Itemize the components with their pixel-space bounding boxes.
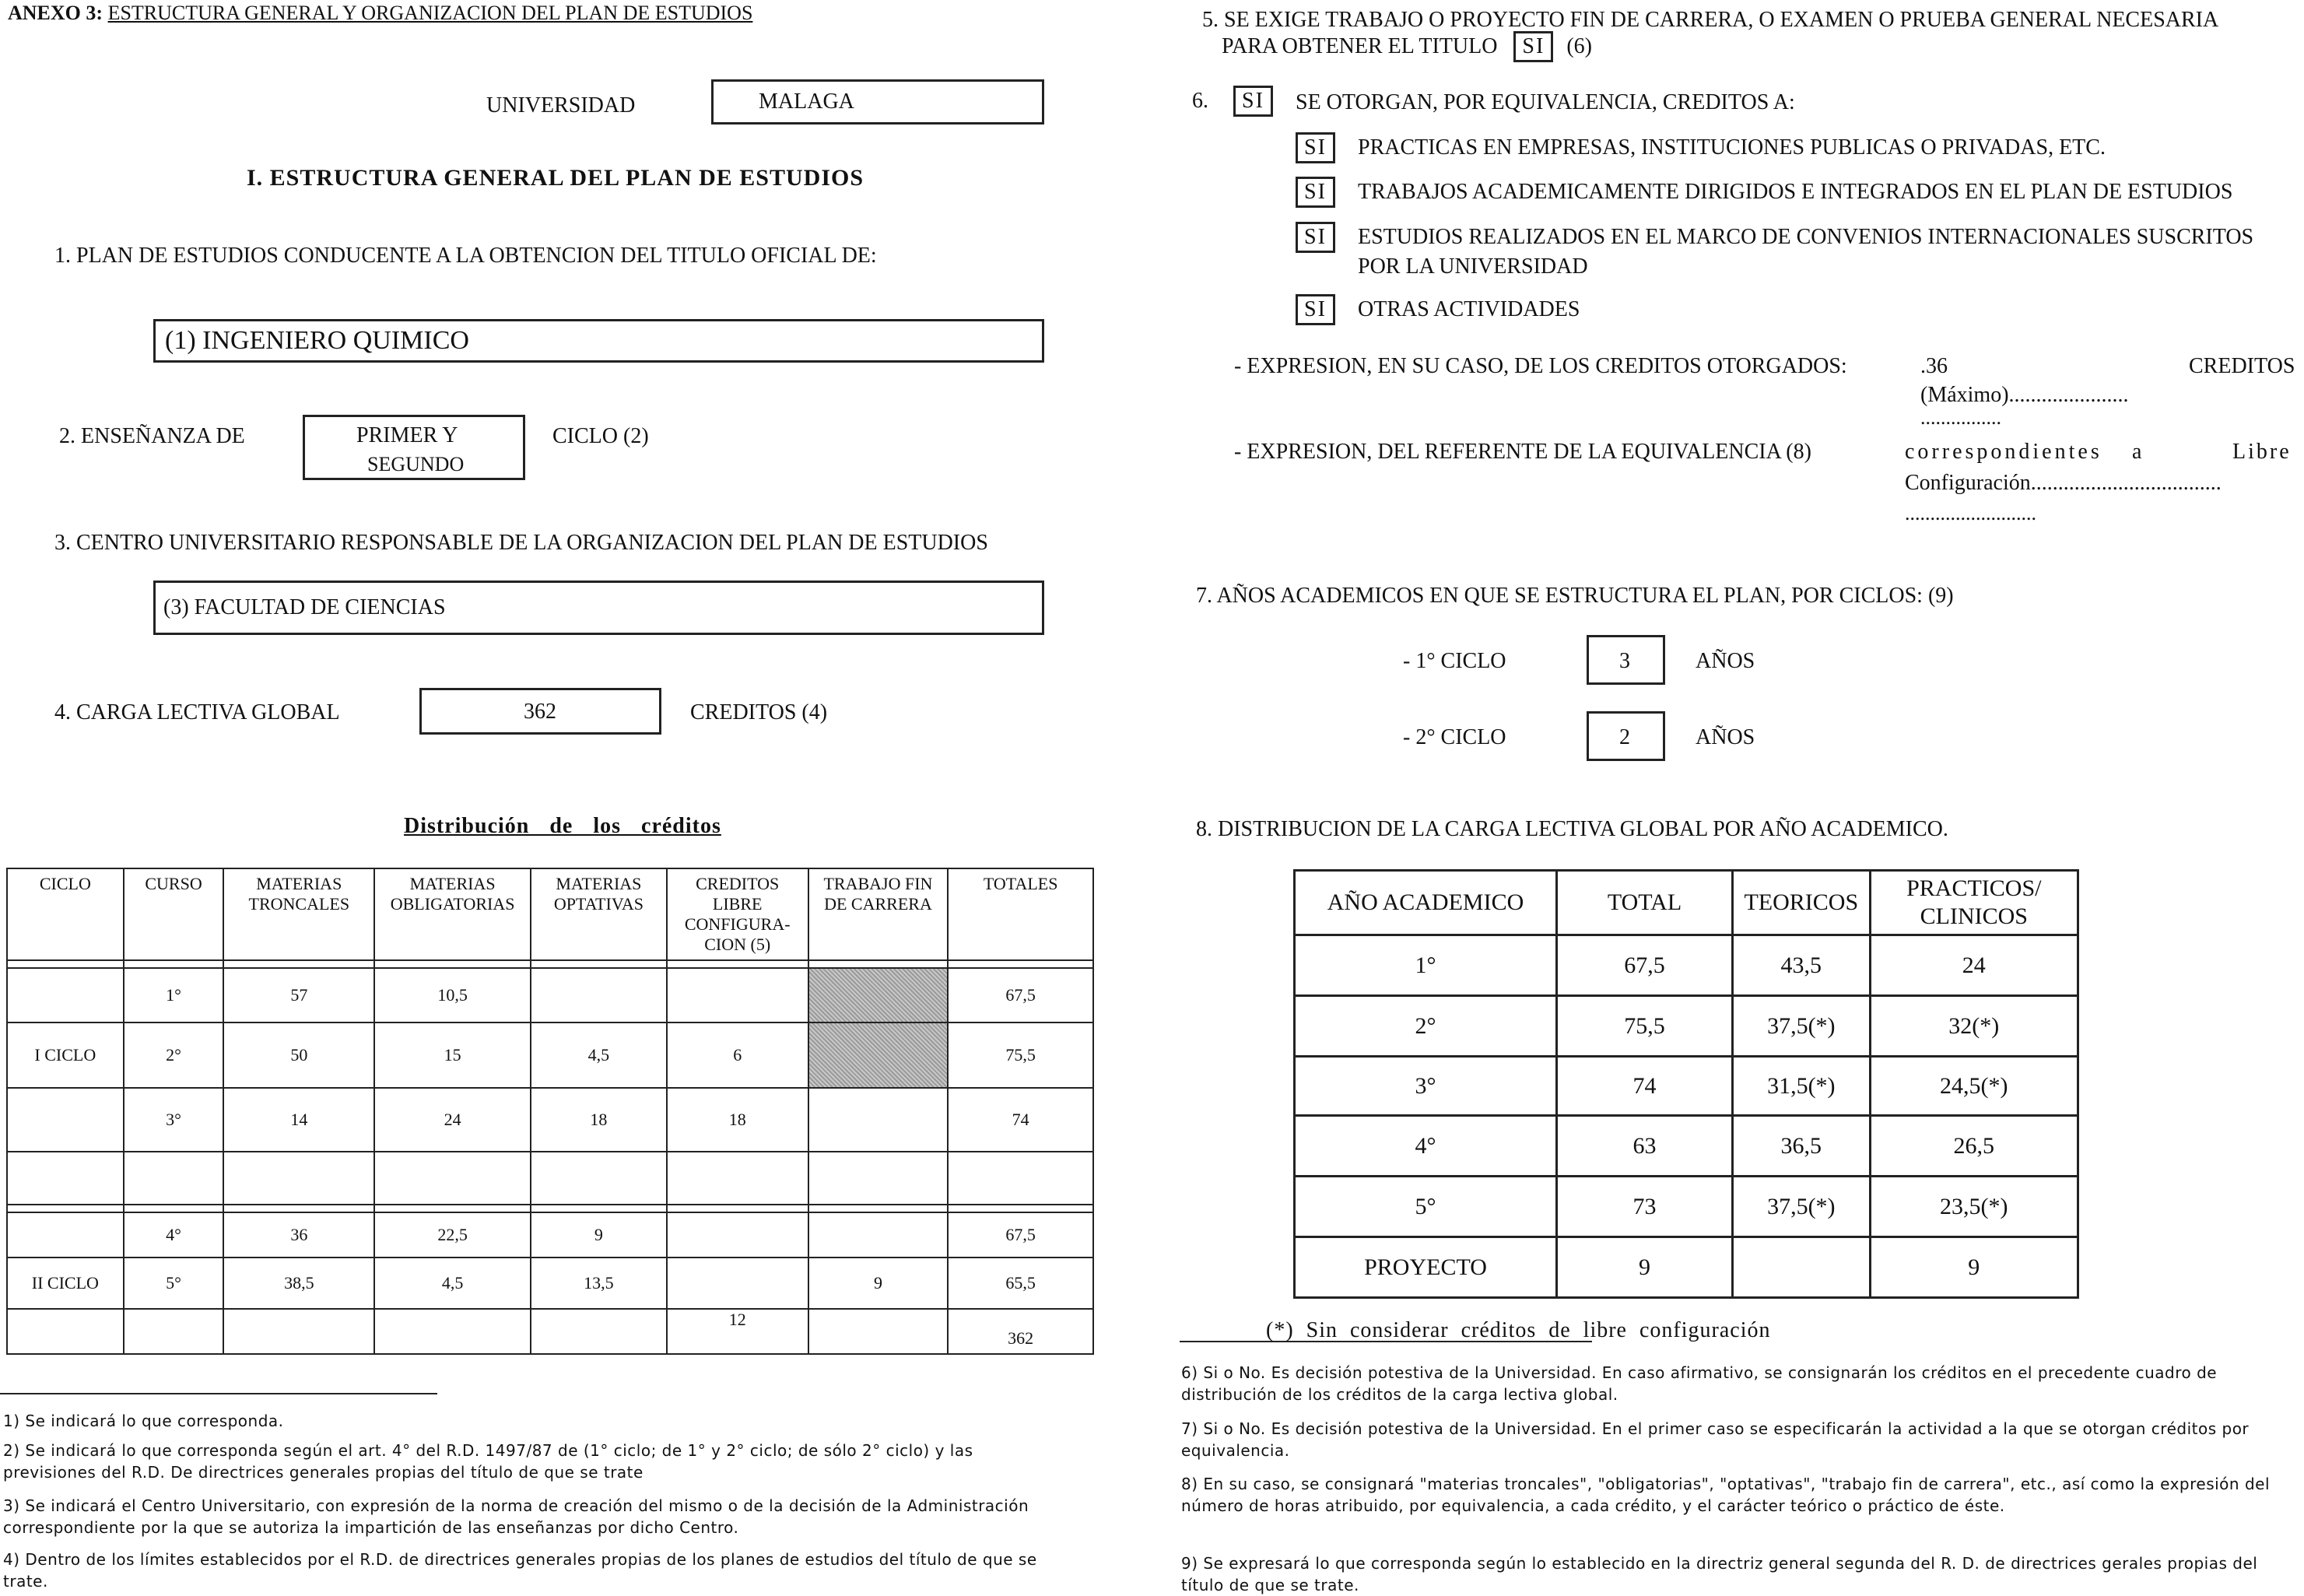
total-cell: 9 — [1557, 1237, 1733, 1298]
optativas-cell: 13,5 — [531, 1258, 667, 1309]
item5-note: (6) — [1566, 34, 1592, 58]
curso-cell: 2° — [124, 1022, 224, 1088]
university-field — [711, 79, 1044, 125]
year-cell: 2° — [1295, 996, 1557, 1057]
grand-total-cell: 362 — [948, 1309, 1093, 1354]
practicos-cell: 32(*) — [1870, 996, 2078, 1057]
obligatorias-cell: 22,5 — [374, 1212, 531, 1258]
table-row — [1295, 1177, 2078, 1237]
cycle2-label: - 2° CICLO — [1403, 725, 1506, 749]
table-row — [7, 1022, 1093, 1088]
item2-suffix: CICLO (2) — [552, 424, 649, 448]
cycle1-years-value: 3 — [1619, 649, 1630, 673]
troncales-cell: 50 — [223, 1022, 374, 1088]
footnote-2: 2) Se indicará lo que corresponda según el art. 4° del R.D. 1497/87 de (1° ciclo; de 1° y 2° ciclo; de sólo 2° ciclo) y las previsiones del R.D. De directrices generales propias del título de que se trate — [3, 1441, 973, 1482]
table-row — [7, 968, 1093, 1022]
col-header-practicos: PRACTICOS/ CLINICOS — [1870, 871, 2078, 935]
col-header-obligatorias: MATERIAS OBLIGATORIAS — [374, 868, 531, 960]
center-field — [153, 581, 1044, 635]
troncales-cell: 36 — [223, 1212, 374, 1258]
total-cell: 75,5 — [948, 1022, 1093, 1088]
annex-heading — [8, 2, 752, 25]
trabajo-cell-shaded — [808, 1022, 949, 1088]
spacer-row — [7, 1205, 1093, 1212]
item5-label: PARA OBTENER EL TITULO — [1222, 34, 1498, 58]
option4-si-box: SI — [1296, 294, 1335, 325]
cycle1-label: I CICLO — [7, 1022, 124, 1088]
item6-number: 6. — [1192, 89, 1208, 113]
table-row — [7, 1088, 1093, 1152]
item8-label: 8. DISTRIBUCION DE LA CARGA LECTIVA GLOBAL POR AÑO ACADEMICO. — [1196, 817, 1948, 841]
col-header-libre-configuracion: CREDITOS LIBRE CONFIGURA- CION (5) — [667, 868, 808, 960]
optativas-cell: 4,5 — [531, 1022, 667, 1088]
item4-suffix: CREDITOS (4) — [690, 700, 828, 724]
troncales-cell: 14 — [223, 1088, 374, 1152]
teoricos-cell: 36,5 — [1733, 1116, 1871, 1177]
practicos-cell: 23,5(*) — [1870, 1177, 2078, 1237]
cycle1-years-box — [1587, 635, 1665, 685]
option2-si-box: SI — [1296, 177, 1335, 208]
option2-label: TRABAJOS ACADEMICAMENTE DIRIGIDOS E INTEGRADOS EN EL PLAN DE ESTUDIOS — [1358, 180, 2233, 204]
total-cell: 74 — [1557, 1057, 1733, 1116]
expression1-value: .36 — [1920, 354, 1948, 378]
teoricos-cell: 43,5 — [1733, 935, 1871, 996]
troncales-cell: 38,5 — [223, 1258, 374, 1309]
teaching-value-line1: PRIMER Y — [356, 423, 458, 447]
libre-cell — [667, 1258, 808, 1309]
teoricos-cell — [1733, 1237, 1871, 1298]
yearly-load-table — [1293, 869, 2079, 1299]
teaching-cycle-field — [303, 415, 525, 480]
curso-cell: 3° — [124, 1088, 224, 1152]
practicos-cell: 26,5 — [1870, 1116, 2078, 1177]
item2-label: 2. ENSEÑANZA DE — [59, 424, 245, 448]
annex-title: ESTRUCTURA GENERAL Y ORGANIZACION DEL PLAN DE ESTUDIOS — [107, 2, 753, 24]
table-row — [1295, 996, 2078, 1057]
cycle2-label: II CICLO — [7, 1258, 124, 1309]
teoricos-cell: 37,5(*) — [1733, 1177, 1871, 1237]
libre-cell: 18 — [667, 1088, 808, 1152]
obligatorias-cell: 10,5 — [374, 968, 531, 1022]
total-cell: 67,5 — [948, 1212, 1093, 1258]
cycle1-label: - 1° CICLO — [1403, 649, 1506, 673]
curso-cell: 1° — [124, 968, 224, 1022]
libre-cell — [667, 968, 808, 1022]
item5-line2 — [1222, 31, 1592, 62]
year-cell: 1° — [1295, 935, 1557, 996]
item3-label: 3. CENTRO UNIVERSITARIO RESPONSABLE DE LA ORGANIZACION DEL PLAN DE ESTUDIOS — [54, 531, 988, 555]
optativas-cell: 9 — [531, 1212, 667, 1258]
trabajo-cell — [808, 1212, 949, 1258]
total-cell: 67,5 — [1557, 935, 1733, 996]
item1-label: 1. PLAN DE ESTUDIOS CONDUCENTE A LA OBTENCION DEL TITULO OFICIAL DE: — [54, 244, 877, 268]
col-header-ciclo: CICLO — [7, 868, 124, 960]
total-cell: 63 — [1557, 1116, 1733, 1177]
practicos-cell: 24,5(*) — [1870, 1057, 2078, 1116]
footnote-7: 7) Si o No. Es decisión potestiva de la Universidad. En el primer caso se especificarán la actividad a la que se otorgan créditos por equivalencia. — [1181, 1419, 2250, 1460]
expression2-word1: correspondientes — [1905, 440, 2102, 464]
credits-field — [419, 688, 661, 735]
cycle1-unit: AÑOS — [1696, 649, 1755, 673]
footnote-3: 3) Se indicará el Centro Universitario, con expresión de la norma de creación del mismo o de la decisión de la Administración correspondiente por la que se autoriza la impartición de las enseñanzas por dicho Centro. — [3, 1496, 1029, 1537]
obligatorias-cell: 4,5 — [374, 1258, 531, 1309]
optativas-cell: 18 — [531, 1088, 667, 1152]
expression1-unit: CREDITOS — [2189, 354, 2295, 378]
practicos-cell: 24 — [1870, 935, 2078, 996]
col-header-year: AÑO ACADEMICO — [1295, 871, 1557, 935]
expression1-line2: (Máximo)...................... — [1920, 383, 2129, 407]
table-row — [1295, 935, 2078, 996]
col-header-troncales: MATERIAS TRONCALES — [223, 868, 374, 960]
option1-si-box: SI — [1296, 132, 1335, 163]
total-cell: 74 — [948, 1088, 1093, 1152]
curso-cell: 4° — [124, 1212, 224, 1258]
option3-si-box: SI — [1296, 222, 1335, 253]
practicos-cell: 9 — [1870, 1237, 2078, 1298]
col-header-optativas: MATERIAS OPTATIVAS — [531, 868, 667, 960]
item6-si-box: SI — [1233, 86, 1273, 117]
table-row — [1295, 1057, 2078, 1116]
year-cell: 3° — [1295, 1057, 1557, 1116]
expression1-line3: ................ — [1920, 406, 2001, 429]
distribution-title: Distribución de los créditos — [404, 814, 721, 838]
col-header-curso: CURSO — [124, 868, 224, 960]
obligatorias-cell: 24 — [374, 1088, 531, 1152]
university-label: UNIVERSIDAD — [486, 93, 636, 118]
teoricos-cell: 37,5(*) — [1733, 996, 1871, 1057]
year-table-header — [1295, 871, 2078, 935]
trabajo-cell-shaded — [808, 968, 949, 1022]
curso-cell: 5° — [124, 1258, 224, 1309]
cycle2-years-value: 2 — [1619, 725, 1630, 749]
section-title: I. ESTRUCTURA GENERAL DEL PLAN DE ESTUDIOS — [247, 165, 864, 191]
year-cell: PROYECTO — [1295, 1237, 1557, 1298]
table-row — [7, 1258, 1093, 1309]
total-cell: 75,5 — [1557, 996, 1733, 1057]
teoricos-cell: 31,5(*) — [1733, 1057, 1871, 1116]
total-cell: 67,5 — [948, 968, 1093, 1022]
col-header-trabajo-fin: TRABAJO FIN DE CARRERA — [808, 868, 949, 960]
libre-cell — [667, 1212, 808, 1258]
expression2-word2: a — [2132, 440, 2142, 464]
trabajo-cell: 9 — [808, 1258, 949, 1309]
year-cell: 4° — [1295, 1116, 1557, 1177]
item5-line1: 5. SE EXIGE TRABAJO O PROYECTO FIN DE CARRERA, O EXAMEN O PRUEBA GENERAL NECESARIA — [1202, 8, 2219, 32]
expression2-label: - EXPRESION, DEL REFERENTE DE LA EQUIVALENCIA (8) — [1234, 440, 1811, 464]
annex-label: ANEXO 3: — [8, 2, 103, 24]
table-row — [7, 1212, 1093, 1258]
expression2-line3: .......................... — [1905, 502, 2036, 524]
credits-value: 362 — [524, 700, 556, 724]
table-row — [1295, 1116, 2078, 1177]
teaching-value-line2: SEGUNDO — [367, 453, 465, 475]
footnote-4: 4) Dentro de los límites establecidos por el R.D. de directrices generales propias de los planes de estudios del título de que se trate. — [3, 1550, 1037, 1591]
expression2-line2: Configuración................................... — [1905, 471, 2222, 495]
trabajo-cell — [808, 1088, 949, 1152]
item7-label: 7. AÑOS ACADEMICOS EN QUE SE ESTRUCTURA EL PLAN, POR CICLOS: (9) — [1196, 584, 1954, 608]
credits-distribution-table — [6, 868, 1094, 1355]
table-header-row — [7, 868, 1093, 960]
footnote-6: 6) Si o No. Es decisión potestiva de la Universidad. En caso afirmativo, se consignarán los créditos en el precedente cuadro de distribución de los créditos de la carga lectiva global. — [1181, 1363, 2218, 1404]
total-cell: 65,5 — [948, 1258, 1093, 1309]
troncales-cell: 57 — [223, 968, 374, 1022]
optativas-cell — [531, 968, 667, 1022]
option3-label-line1: ESTUDIOS REALIZADOS EN EL MARCO DE CONVENIOS INTERNACIONALES SUSCRITOS — [1358, 225, 2254, 249]
obligatorias-cell: 15 — [374, 1022, 531, 1088]
option4-label: OTRAS ACTIVIDADES — [1358, 297, 1580, 321]
footnote-9: 9) Se expresará lo que corresponda según lo establecido en la directriz general segunda del R. D. de directrices gerales propias del título de que se trate. — [1181, 1554, 2258, 1594]
expression1-label: - EXPRESION, EN SU CASO, DE LOS CREDITOS OTORGADOS: — [1234, 354, 1847, 378]
option3-label-line2: POR LA UNIVERSIDAD — [1358, 254, 1588, 279]
total-cell: 73 — [1557, 1177, 1733, 1237]
option1-label: PRACTICAS EN EMPRESAS, INSTITUCIONES PUBLICAS O PRIVADAS, ETC. — [1358, 135, 2106, 160]
table-row-empty — [7, 1152, 1093, 1205]
cycle2-unit: AÑOS — [1696, 725, 1755, 749]
col-header-totales: TOTALES — [948, 868, 1093, 960]
asterisk-note: (*) Sin considerar créditos de libre configuración — [1266, 1318, 1771, 1342]
footnote-1: 1) Se indicará lo que corresponda. — [3, 1412, 284, 1430]
table-row-totals — [7, 1309, 1093, 1354]
spacer-row — [7, 960, 1093, 968]
year-cell: 5° — [1295, 1177, 1557, 1237]
cycle2-years-box — [1587, 711, 1665, 761]
title-value: (1) INGENIERO QUIMICO — [165, 326, 469, 355]
item6-label: SE OTORGAN, POR EQUIVALENCIA, CREDITOS A: — [1296, 90, 1795, 114]
col-header-total: TOTAL — [1557, 871, 1733, 935]
libre-cell: 6 — [667, 1022, 808, 1088]
center-value: (3) FACULTAD DE CIENCIAS — [163, 595, 446, 619]
university-value: MALAGA — [759, 89, 854, 114]
item4-label: 4. CARGA LECTIVA GLOBAL — [54, 700, 340, 724]
table-row — [1295, 1237, 2078, 1298]
item5-si-box: SI — [1513, 31, 1553, 62]
footnote-divider — [0, 1393, 437, 1394]
libre-total-cell: 12 — [667, 1309, 808, 1354]
footnote-8: 8) En su caso, se consignará "materias troncales", "obligatorias", "optativas", "trabajo fin de carrera", etc., así como la expresión del número de horas atribuido, por equivalencia, a cada crédito, y el carácter teórico o práctico de éste. — [1181, 1475, 2271, 1515]
expression2-word3: Libre — [2232, 440, 2292, 464]
title-field — [153, 319, 1044, 363]
col-header-teoricos: TEORICOS — [1733, 871, 1871, 935]
